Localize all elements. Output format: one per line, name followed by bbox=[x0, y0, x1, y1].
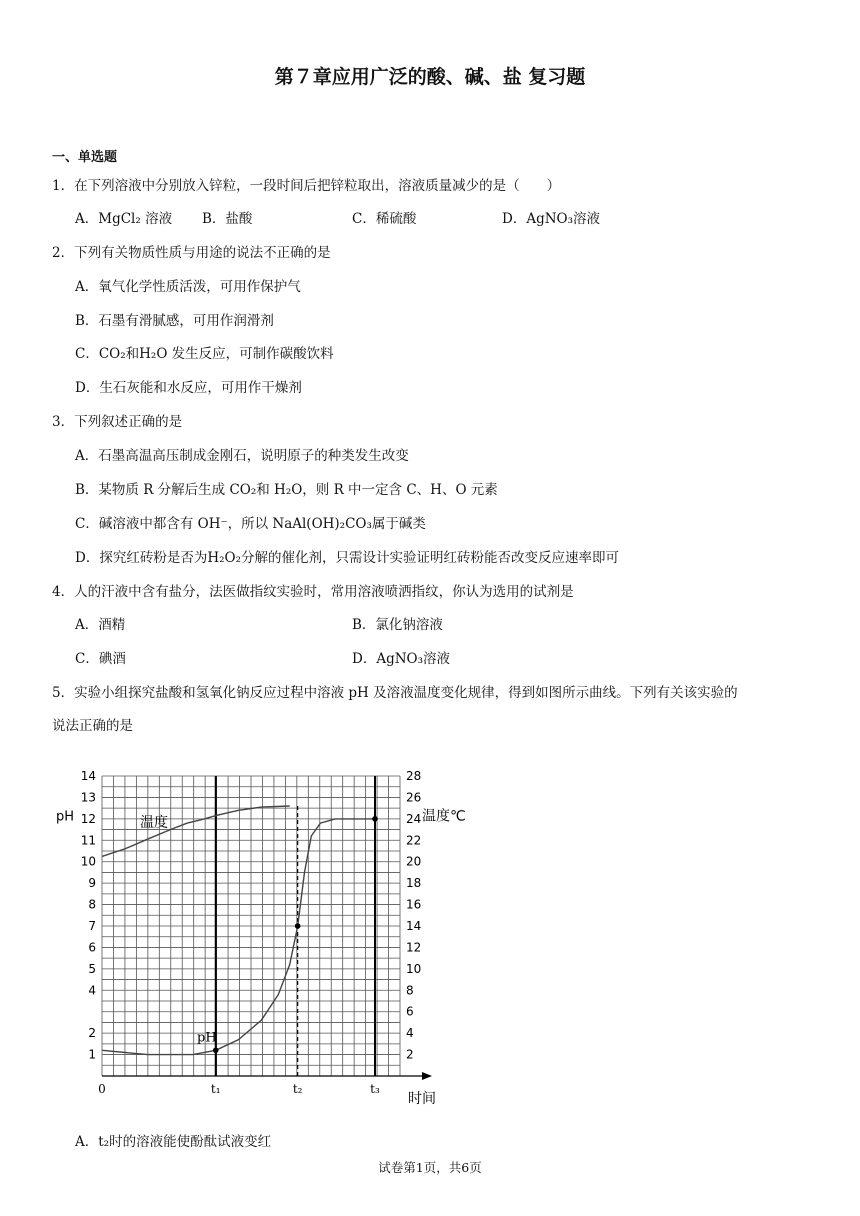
q3-option-a: A．石墨高温高压制成金刚石，说明原子的种类发生改变 bbox=[75, 448, 409, 464]
question-1-stem: 1．在下列溶液中分别放入锌粒，一段时间后把锌粒取出，溶液质量减少的是（ ） bbox=[52, 178, 561, 194]
section-heading: 一、单选题 bbox=[52, 150, 118, 165]
y-left-tick-label: 5 bbox=[88, 961, 96, 976]
y-right-tick-label: 10 bbox=[406, 961, 422, 976]
page-title: 第７章应用广泛的酸、碱、盐 复习题 bbox=[274, 66, 586, 88]
x-tick-label: t₁ bbox=[210, 1082, 221, 1096]
y-right-tick-label: 24 bbox=[406, 811, 422, 826]
y-right-tick-label: 4 bbox=[406, 1026, 414, 1041]
page-footer: 试卷第1页，共6页 bbox=[378, 1160, 482, 1175]
question-2-stem: 2．下列有关物质性质与用途的说法不正确的是 bbox=[52, 245, 331, 261]
question-5-stem-line2: 说法正确的是 bbox=[52, 718, 133, 734]
x-tick-label: t₃ bbox=[370, 1082, 380, 1096]
q1-option-a: A．MgCl₂ 溶液 bbox=[75, 211, 173, 227]
data-point bbox=[213, 1047, 219, 1053]
y-left-tick-label: 9 bbox=[88, 876, 96, 891]
y-left-tick-label: 1 bbox=[88, 1047, 96, 1062]
y-right-tick-label: 22 bbox=[406, 833, 422, 848]
temperature-curve bbox=[102, 806, 290, 856]
temperature-curve-label: 温度 bbox=[140, 815, 168, 832]
q4-option-d: D．AgNO₃溶液 bbox=[352, 651, 451, 667]
y-right-tick-label: 14 bbox=[406, 919, 422, 933]
ph-temperature-chart bbox=[50, 755, 466, 1115]
y-left-tick-label: 2 bbox=[88, 1026, 96, 1041]
question-4-stem: 4．人的汗液中含有盐分，法医做指纹实验时，常用溶液喷洒指纹，你认为选用的试剂是 bbox=[52, 584, 574, 600]
data-point bbox=[295, 923, 301, 929]
q4-option-b: B．氯化钠溶液 bbox=[352, 617, 443, 633]
q3-option-d: D．探究红砖粉是否为H₂O₂分解的催化剂，只需设计实验证明红砖粉能否改变反应速率即可 bbox=[75, 550, 619, 566]
q4-option-c: C．碘酒 bbox=[75, 651, 126, 667]
q1-option-d: D．AgNO₃溶液 bbox=[502, 211, 601, 227]
data-point bbox=[372, 816, 378, 822]
y-left-tick-label: 14 bbox=[80, 769, 96, 783]
y-right-tick-label: 28 bbox=[406, 769, 422, 783]
x-tick-label: 0 bbox=[98, 1082, 106, 1096]
y-right-tick-label: 8 bbox=[406, 983, 414, 998]
q1-option-b: B．盐酸 bbox=[202, 211, 253, 227]
x-tick-label: t₂ bbox=[292, 1082, 303, 1096]
x-axis-arrow bbox=[422, 1072, 432, 1080]
question-3-stem: 3．下列叙述正确的是 bbox=[52, 414, 183, 430]
y-left-axis-label: pH bbox=[56, 809, 75, 825]
y-left-tick-label: 8 bbox=[88, 897, 96, 912]
y-left-tick-label: 11 bbox=[80, 833, 96, 848]
y-right-tick-label: 2 bbox=[406, 1047, 414, 1062]
y-left-tick-label: 13 bbox=[80, 790, 96, 805]
question-5-stem-line1: 5．实验小组探究盐酸和氢氧化钠反应过程中溶液 pH 及溶液温度变化规律，得到如图所示曲线。下列有关该实验的 bbox=[52, 685, 738, 701]
q5-option-a: A．t₂时的溶液能使酚酞试液变红 bbox=[75, 1134, 272, 1150]
y-right-tick-label: 18 bbox=[406, 876, 422, 891]
y-left-tick-label: 12 bbox=[80, 811, 96, 826]
y-right-tick-label: 16 bbox=[406, 897, 422, 912]
q4-option-a: A．酒精 bbox=[75, 617, 126, 633]
y-left-tick-label: 7 bbox=[88, 919, 96, 933]
q1-option-c: C．稀硫酸 bbox=[352, 211, 417, 227]
q2-option-d: D．生石灰能和水反应，可用作干燥剂 bbox=[75, 380, 302, 396]
q3-option-b: B．某物质 R 分解后生成 CO₂和 H₂O，则 R 中一定含 C、H、O 元素 bbox=[75, 482, 498, 498]
y-left-tick-label: 6 bbox=[88, 940, 96, 955]
y-left-tick-label: 4 bbox=[88, 983, 96, 998]
y-right-tick-label: 20 bbox=[406, 854, 422, 869]
q2-option-c: C．CO₂和H₂O 发生反应，可制作碳酸饮料 bbox=[75, 346, 334, 362]
y-right-tick-label: 26 bbox=[406, 790, 422, 805]
q3-option-c: C．碱溶液中都含有 OH⁻，所以 NaAl(OH)₂CO₃属于碱类 bbox=[75, 516, 426, 532]
y-left-tick-label: 10 bbox=[80, 854, 96, 869]
y-right-tick-label: 12 bbox=[406, 940, 422, 955]
y-right-axis-label: 温度℃ bbox=[422, 808, 466, 825]
ph-curve-label: pH bbox=[197, 1030, 217, 1046]
q2-option-b: B．石墨有滑腻感，可用作润滑剂 bbox=[75, 313, 274, 329]
y-right-tick-label: 6 bbox=[406, 1004, 414, 1019]
q2-option-a: A．氧气化学性质活泼，可用作保护气 bbox=[75, 279, 301, 295]
x-axis-label: 时间 bbox=[408, 1091, 436, 1107]
